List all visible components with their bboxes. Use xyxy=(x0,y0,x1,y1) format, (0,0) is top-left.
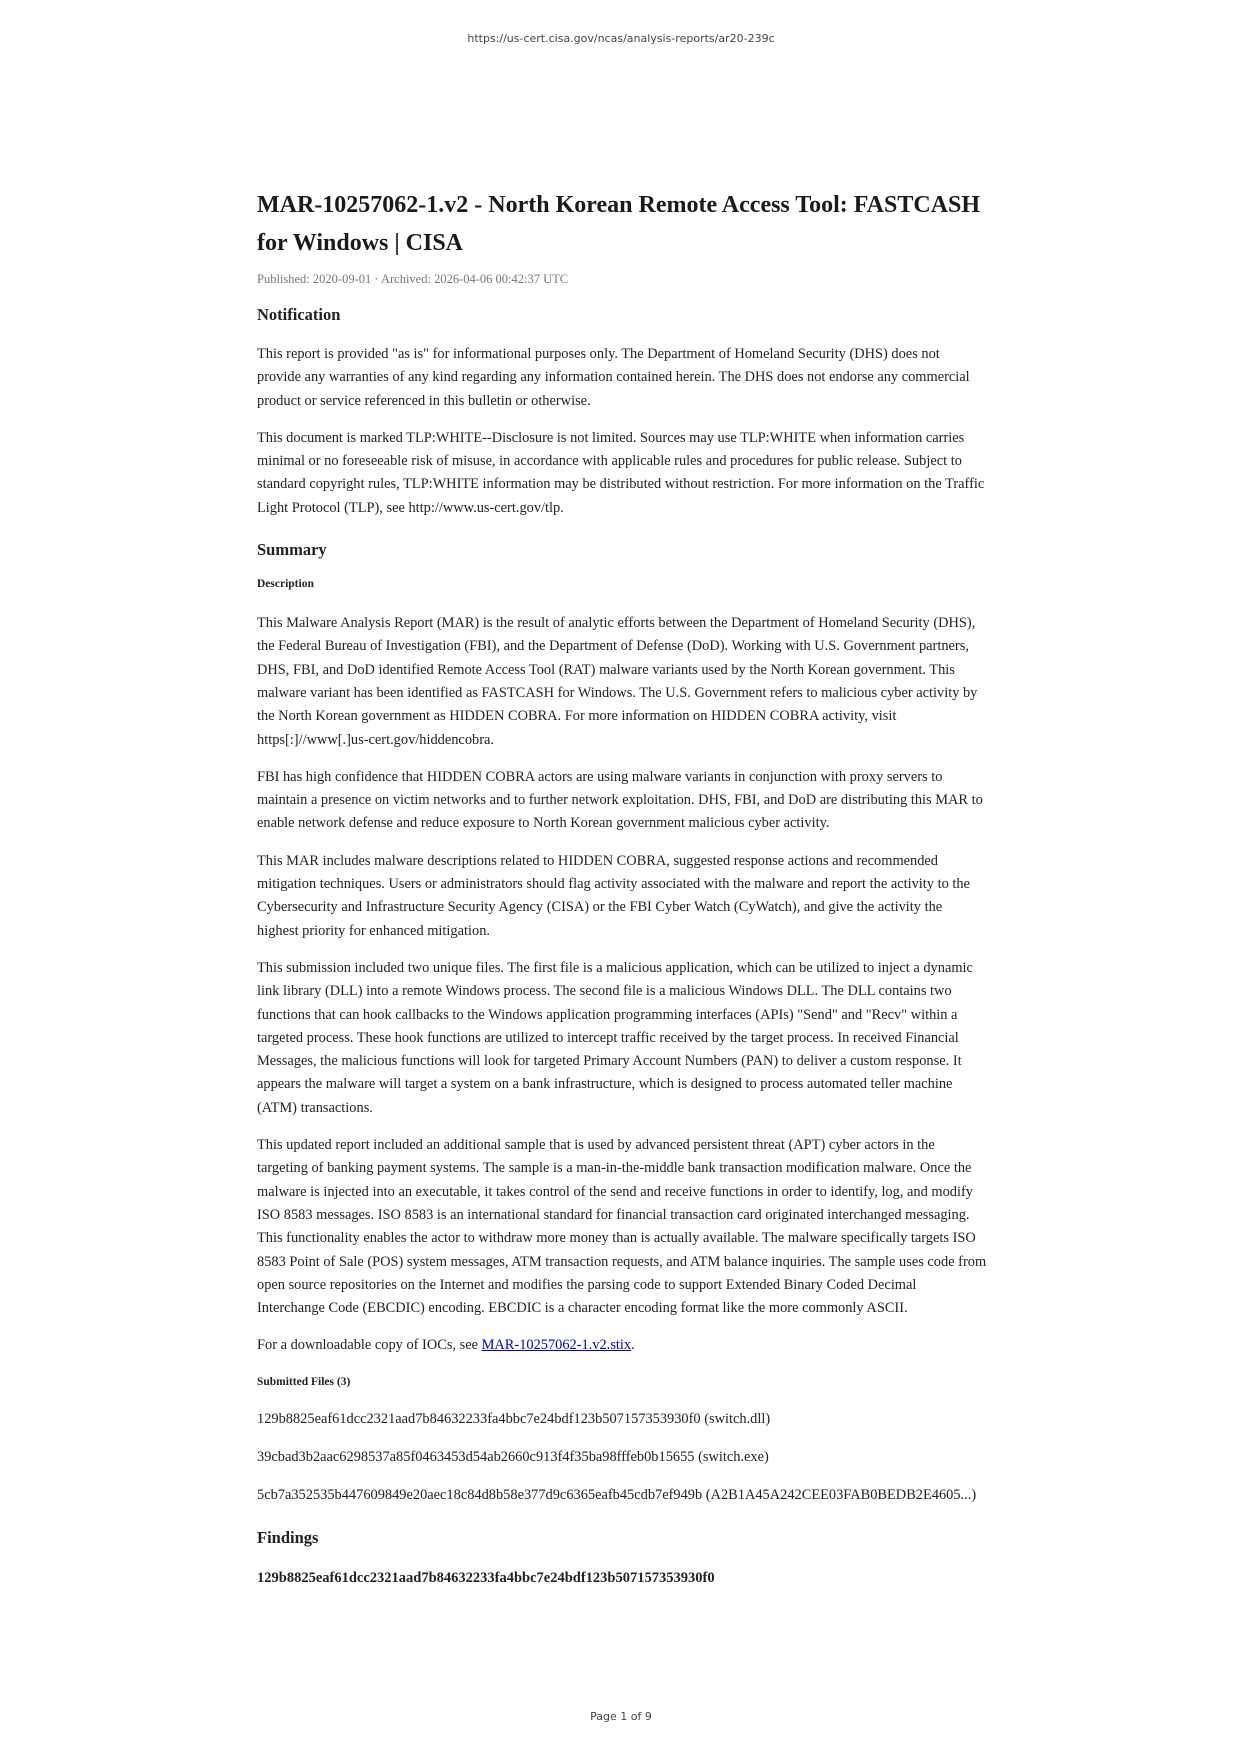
description-heading: Description xyxy=(257,578,314,591)
finding-hash: 129b8825eaf61dcc2321aad7b84632233fa4bbc7e24bdf123b507157353930f0 xyxy=(257,1569,715,1586)
paragraph: FBI has high confidence that HIDDEN COBRA actors are using malware variants in conjunction with proxy servers to maintain a presence on victim networks and to further network exploitation. DHS, FBI, and DoD are distributing this MAR to enable network defense and reduce exposure to North Korean government malicious cyber activity. xyxy=(257,768,983,832)
page-number: Page 1 of 9 xyxy=(590,1710,652,1723)
page-title: MAR-10257062-1.v2 - North Korean Remote Access Tool: FASTCASH for Windows | CISA xyxy=(257,192,981,256)
paragraph: This MAR includes malware descriptions related to HIDDEN COBRA, suggested response actions and recommended mitigation techniques. Users or administrators should flag activity associated with the malware and report the activity to the Cybersecurity and Infrastructure Security Agency (CISA) or the FBI Cyber Watch (CyWatch), and give the activity the highest priority for enhanced mitigation. xyxy=(257,852,970,939)
paragraph: This updated report included an additional sample that is used by advanced persistent threat (APT) cyber actors in the targeting of banking payment systems. The sample is a man-in-the-middle bank transaction modification malware. Once the malware is injected into an executable, it takes control of the send and receive functions in order to identify, log, and modify ISO 8583 messages. ISO 8583 is an international standard for financial transaction card originated interchanged messaging. This functionality enables the actor to withdraw more money than is actually available. The malware specifically targets ISO 8583 Point of Sale (POS) system messages, ATM transaction requests, and ATM balance inquiries. The sample uses code from open source repositories on the Internet and modifies the parsing code to support Extended Binary Coded Decimal Interchange Code (EBCDIC) encoding. EBCDIC is a character encoding format like the more commonly ASCII. xyxy=(257,1137,987,1317)
findings-heading: Findings xyxy=(257,1527,319,1547)
notification-heading: Notification xyxy=(257,305,341,324)
submitted-file: 129b8825eaf61dcc2321aad7b84632233fa4bbc7e24bdf123b507157353930f0 (switch.dll) xyxy=(257,1410,771,1427)
paragraph: This submission included two unique files. The first file is a malicious application, which can be utilized to inject a dynamic link library (DLL) into a remote Windows process. The second file is a malicious Windows DLL. The DLL contains two functions that can hook callbacks to the Windows application programming interfaces (APIs) "Send" and "Recv" within a targeted process. These hook functions are utilized to intercept traffic received by the target process. In received Financial Messages, the malicious functions will look for targeted Primary Account Numbers (PAN) to deliver a custom response. It appears the malware will target a system on a bank infrastructure, which is designed to process automated teller machine (ATM) transactions. xyxy=(257,959,973,1116)
submitted-file: 39cbad3b2aac6298537a85f0463453d54ab2660c913f4f35ba98fffeb0b15655 (switch.exe) xyxy=(257,1448,769,1465)
ioc-prefix: For a downloadable copy of IOCs, see xyxy=(257,1337,482,1354)
paragraph: This Malware Analysis Report (MAR) is the result of analytic efforts between the Department of Homeland Security (DHS), the Federal Bureau of Investigation (FBI), and the Department of Defense (DoD). Working with U.S. Government partners, DHS, FBI, and DoD identified Remote Access Tool (RAT) malware variants used by the North Korean government. This malware variant has been identified as FASTCASH for Windows. The U.S. Government refers to malicious cyber activity by the North Korean government as HIDDEN COBRA. For more information on HIDDEN COBRA activity, visit https[:]//www[.]us-cert.gov/hiddencobra. xyxy=(257,615,978,748)
summary-heading: Summary xyxy=(257,540,327,560)
ioc-suffix: . xyxy=(631,1337,635,1354)
paragraph: This report is provided "as is" for informational purposes only. The Department of Homeland Security (DHS) does not provide any warranties of any kind regarding any information contained herein. The DHS does not endorse any commercial product or service referenced in this bulletin or otherwise. xyxy=(257,346,970,409)
publish-meta: Published: 2020-09-01 · Archived: 2026-04-06 00:42:37 UTC xyxy=(257,272,569,286)
submitted-files-heading: Submitted Files (3) xyxy=(257,1375,351,1388)
paragraph: This document is marked TLP:WHITE--Disclosure is not limited. Sources may use TLP:WHITE when information carries minimal or no foreseeable risk of misuse, in accordance with applicable rules and procedures for public release. Subject to standard copyright rules, TLP:WHITE information may be distributed without restriction. For more information on the Traffic Light Protocol (TLP), see http://www.us-cert.gov/tlp. xyxy=(257,429,985,516)
ioc-stix-link[interactable]: MAR-10257062-1.v2.stix xyxy=(481,1337,632,1354)
page-url: https://us-cert.cisa.gov/ncas/analysis-reports/ar20-239c xyxy=(467,32,775,45)
document-body xyxy=(257,186,987,1587)
submitted-file: 5cb7a352535b447609849e20aec18c84d8b58e377d9c6365eafb45cdb7ef949b (A2B1A45A242CEE03FAB0BEDB2E4605...) xyxy=(257,1487,977,1504)
ioc-paragraph xyxy=(257,1334,987,1357)
